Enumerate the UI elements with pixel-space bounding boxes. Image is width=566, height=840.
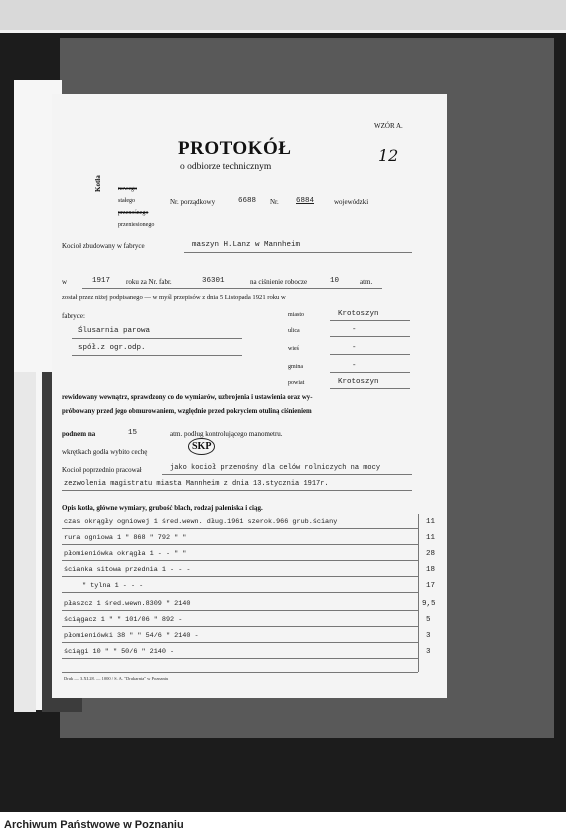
print-note: Druk — 3.XI.28. — 1000 / S. A. "Drukarnia" w Poznaniu [64,676,169,681]
miasto-label: miasto [288,312,304,318]
spec-row: " tylna 1 - - - [82,582,144,590]
wies-value: - [352,344,357,352]
fill-line [330,320,410,321]
spec-row-value: 18 [426,566,436,574]
powiat-label: powiat [288,380,305,386]
spec-row-value: 5 [426,616,431,624]
woj-label: wojewódzki [334,198,369,206]
owner-line-2: spół.z ogr.odp. [78,344,146,352]
scanner-top-line [0,30,566,33]
spec-row: płomieniówki 38 " " 54/6 " 2140 - [64,632,199,640]
revision-line-1: rewidowany wewnątrz, sprawdzony co do wymiarów, uzbrojenia i ustawienia oraz wy- [62,394,313,401]
row-line [62,576,418,577]
row-line [62,642,418,643]
revision-line-2: próbowany przed jego obmurowaniem, względnie przed pokryciem otuliną ciśnieniem [62,408,312,415]
cecha-label: wkrętkach godła wybito cechę [62,448,148,456]
wies-label: wieś [288,346,299,352]
nr-label: Nr. [270,198,279,206]
row-line [62,544,418,545]
year-value: 1917 [92,277,111,285]
fill-line [330,388,410,389]
spec-row: płaszcz 1 śred.wewn.8309 " 2140 [64,600,191,608]
fabr-value: 36301 [202,277,225,285]
fabryce-label: fabryce: [62,312,85,320]
pod-label: podnem na [62,430,96,438]
fill-line [72,338,242,339]
folder-strip-edge [14,372,36,712]
nr-value: 6884 [296,197,315,205]
row-line [62,592,418,593]
fill-line [184,252,412,253]
spec-row: płomieniówka okrągła 1 - - " " [64,550,187,558]
powiat-value: Krotoszyn [338,378,379,386]
wzor-label: WZÓR A. [374,122,403,130]
spec-row-value: 11 [426,518,436,526]
spec-row-value: 3 [426,632,431,640]
spec-row-value: 17 [426,582,436,590]
kind-option: nowego [118,186,137,192]
row-line [62,610,418,611]
document-title: PROTOKÓŁ [178,138,292,159]
ulica-label: ulica [288,328,300,334]
gmina-value: - [352,362,357,370]
row-line [62,528,418,529]
row-line [62,560,418,561]
document-subtitle: o odbiorze technicznym [180,162,272,172]
year-label: roku za Nr. fabr. [126,278,172,286]
built-value: maszyn H.Lanz w Mannheim [192,241,301,249]
fill-line [330,372,410,373]
kind-option: stałego [118,198,135,204]
prev-label: Kocioł poprzednio pracował [62,466,142,474]
pod-value: 15 [128,429,138,437]
miasto-value: Krotoszyn [338,310,379,318]
fill-line [330,354,410,355]
row-line [62,626,418,627]
built-label: Kocioł zbudowany w fabryce [62,242,145,250]
fill-line [62,490,412,491]
nr-porz-value: 6688 [238,197,257,205]
row-line [62,672,418,673]
table-divider [418,514,419,672]
protocol-document [52,94,447,698]
pressure-label: na ciśnienie robocze [250,278,308,286]
fill-line [82,288,382,289]
signed-line: został przez niżej podpisanego — w myśl przepisów z dnia 5 Listopada 1921 roku w [62,294,286,301]
spec-row: ściągi 10 " " 50/6 " 2140 - [64,648,175,656]
kind-option: przeniesionego [118,222,155,228]
description-heading: Opis kotła, główne wymiary, grubość blach, rodzaj paleniska i ciąg. [62,504,263,512]
row-line [62,658,418,659]
atm-label: atm. [360,278,373,286]
nr-porz-label: Nr. porządkowy [170,198,216,206]
fill-line [162,474,412,475]
kind-option: przenośnego [118,210,149,216]
spec-row: czas okrągły ogniowej 1 śred.wewn. dług.1961 szerok.966 grub.ściany [64,518,338,526]
spec-row-value: 9,5 [422,600,436,608]
spec-row: ścianka sitowa przednia 1 - - - [64,566,191,574]
owner-line-1: Ślusarnia parowa [78,327,151,335]
spec-row-value: 28 [426,550,436,558]
skp-stamp: SKP [188,438,215,455]
scanner-top-bar [0,0,566,30]
handwritten-number: 12 [378,146,399,165]
pressure-value: 10 [330,277,340,285]
spec-row: ściągacz 1 " " 101/06 " 892 - [64,616,183,624]
pod-rest: atm. podług kontrolującego manometru. [170,430,283,438]
fill-line [330,336,410,337]
w-label: w [62,278,68,286]
kotla-vertical-label: Kotła [94,175,102,192]
gmina-label: gmina [288,364,303,370]
spec-row-value: 11 [426,534,436,542]
spec-row: rura ogniowa 1 " 868 " 792 " " [64,534,187,542]
ulica-value: - [352,326,357,334]
spec-row-value: 3 [426,648,431,656]
archive-caption: Archiwum Państwowe w Poznaniu [4,819,184,831]
prev-value-1: jako kocioł przenośny dla celów rolniczych na mocy [170,464,381,472]
prev-value-2: zezwolenia magistratu miasta Mannheim z dnia 13.stycznia 1917r. [64,480,329,488]
fill-line [72,355,242,356]
